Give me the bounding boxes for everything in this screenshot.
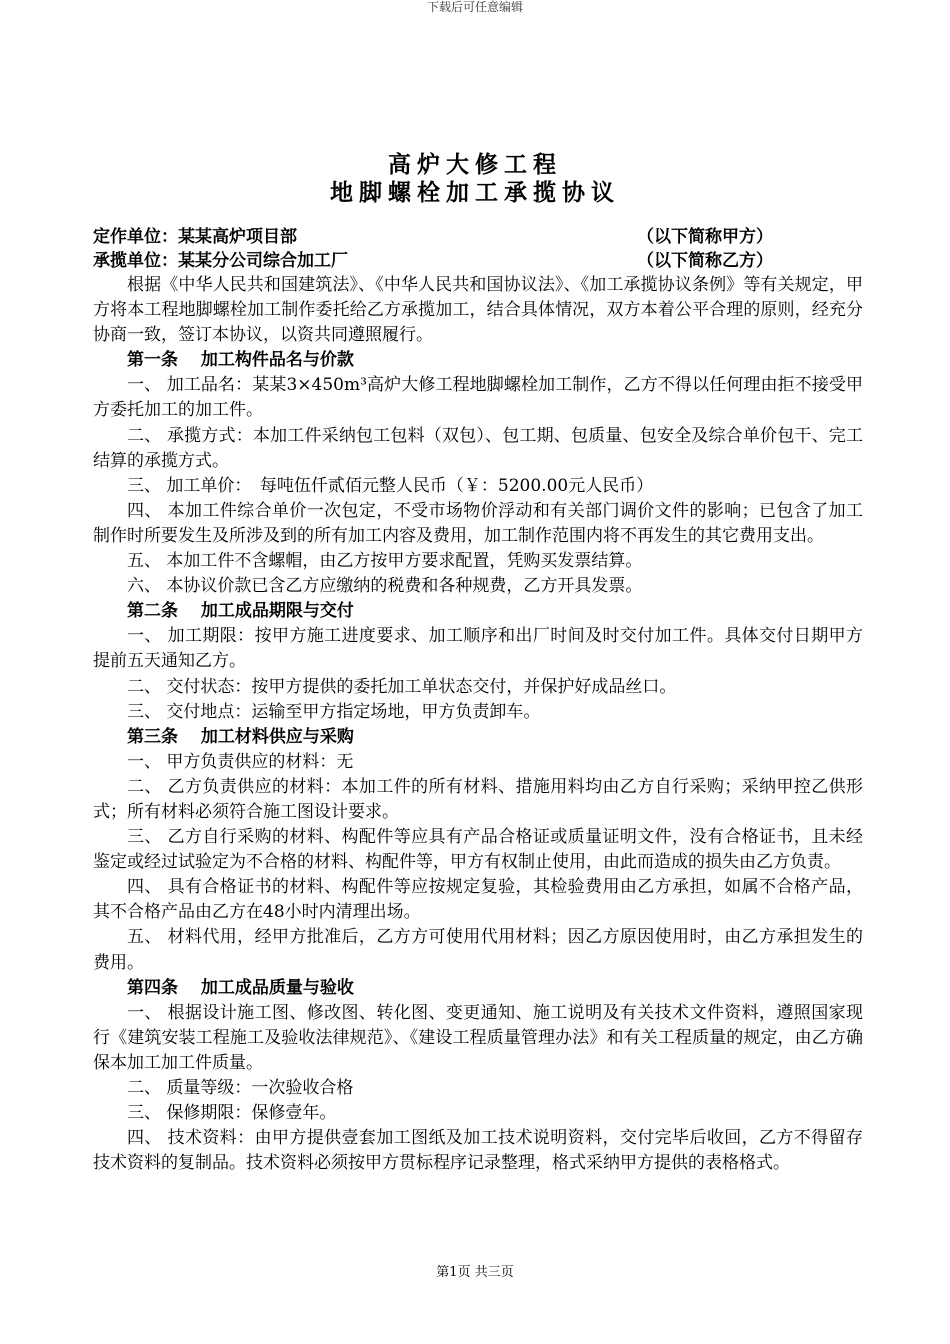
document-title-line2: 地脚螺栓加工承揽协议 [330,179,620,206]
paragraph: 二、 交付状态：按甲方提供的委托加工单状态交付，并保护好成品丝口。 [127,676,677,697]
paragraph: 二、 质量等级：一次验收合格 [127,1078,354,1098]
article-heading: 第二条 加工成品期限与交付 [127,601,354,622]
paragraph: 五、 材料代用，经甲方批准后，乙方方可使用代用材料；因乙方原因使用时，由乙方承担发生的费用。 [93,927,863,973]
page-footer: 第1页 共三页 [436,1265,514,1280]
paragraph: 一、 加工期限：按甲方施工进度要求、加工顺序和出厂时间及时交付加工件。具体交付日期甲方提前五天通知乙方。 [93,626,863,672]
paragraph: 四、 具有合格证书的材料、构配件等应按规定复验，其检验费用由乙方承担，如属不合格产品，其不合格产品由乙方在48小时内清理出场。 [93,877,863,923]
party-b-alias: （以下简称乙方） [637,251,773,271]
party-b-row [93,249,863,273]
paragraph: 二、 乙方负责供应的材料：本加工件的所有材料、措施用料均由乙方自行采购；采纳甲控乙供形式；所有材料必须符合施工图设计要求。 [93,776,863,822]
party-a-label: 定作单位：某某高炉项目部 [93,227,297,247]
paragraph: 三、 保修期限：保修壹年。 [127,1103,337,1124]
agreement-body [93,273,863,1176]
paragraph: 六、 本协议价款已含乙方应缴纳的税费和各种规费，乙方开具发票。 [127,576,643,597]
article-heading: 第一条 加工构件品名与价款 [127,350,354,371]
paragraph: 二、 承揽方式：本加工件采纳包工包料（双包）、包工期、包质量、包安全及综合单价包干、完工结算的承揽方式。 [93,425,863,471]
paragraph: 三、 乙方自行采购的材料、构配件等应具有产品合格证或质量证明文件，没有合格证书，且未经鉴定或经过试验定为不合格的材料、构配件等，甲方有权制止使用，由此而造成的损失由乙方负责。 [93,827,863,873]
paragraph: 一、 根据设计施工图、修改图、转化图、变更通知、施工说明及有关技术文件资料，遵照国家现行《建筑安装工程施工及验收法律规范》、《建设工程质量管理办法》和有关工程质量的规定，由乙方确保本加工加工件质量。 [93,1002,863,1073]
article-heading: 第四条 加工成品质量与验收 [127,977,354,998]
paragraph: 三、 加工单价： 每吨伍仟贰佰元整人民币（￥：5200.00元人民币） [127,475,654,496]
article-heading: 第三条 加工材料供应与采购 [127,726,354,747]
header-note: 下载后可任意编辑 [426,0,523,14]
paragraph: 一、 加工品名：某某3×450m³高炉大修工程地脚螺栓加工制作，乙方不得以任何理由拒不接受甲方委托加工的加工件。 [93,375,863,421]
paragraph: 三、 交付地点：运输至甲方指定场地，甲方负责卸车。 [127,701,541,722]
paragraph: 四、 技术资料：由甲方提供壹套加工图纸及加工技术说明资料，交付完毕后收回，乙方不得留存技术资料的复制品。技术资料必须按甲方贯标程序记录整理，格式采纳甲方提供的表格格式。 [93,1128,863,1174]
paragraph: 根据《中华人民共和国建筑法》、《中华人民共和国协议法》、《加工承揽协议条例》等有关规定，甲方将本工程地脚螺栓加工制作委托给乙方承揽加工，结合具体情况，双方本着公平合理的原则，经充分协商一致，签订本协议，以资共同遵照履行。 [93,275,863,346]
paragraph: 一、 甲方负责供应的材料：无 [127,751,354,772]
party-a-row [93,225,863,249]
party-a-alias: （以下简称甲方） [637,227,773,247]
document-title-line1: 高炉大修工程 [388,151,562,178]
paragraph: 四、 本加工件综合单价一次包定，不受市场物价浮动和有关部门调价文件的影响；已包含了加工制作时所要发生及所涉及到的所有加工内容及费用，加工制作范围内将不再发生的其它费用支出。 [93,500,863,546]
party-b-label: 承揽单位：某某分公司综合加工厂 [93,251,348,271]
paragraph: 五、 本加工件不含螺帽，由乙方按甲方要求配置，凭购买发票结算。 [127,551,643,572]
